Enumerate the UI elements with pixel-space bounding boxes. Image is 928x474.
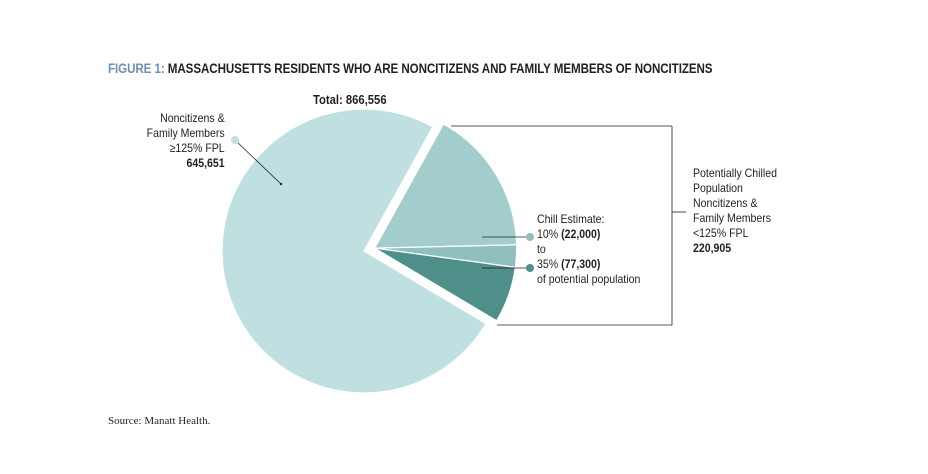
main-slice-leader-dot [231, 136, 239, 144]
pie-slices [222, 109, 517, 393]
chilled-label-line-5: <125% FPL [693, 226, 749, 240]
chill-low-value: (22,000) [561, 227, 601, 241]
main-slice-value: 645,651 [186, 156, 225, 170]
chilled-group-value: 220,905 [693, 241, 732, 255]
chilled-label-line-1: Potentially Chilled [693, 166, 777, 180]
chilled-label-line-2: Population [693, 181, 743, 195]
chill-high-leader-dot [526, 264, 534, 272]
source-note: Source: Manatt Health. [108, 415, 211, 427]
main-slice-leader-tip [280, 183, 282, 185]
chill-high-value: (77,300) [561, 257, 601, 271]
chill-estimate-label [537, 212, 640, 287]
chilled-label-line-4: Family Members [693, 211, 772, 225]
chill-estimate-note: of potential population [537, 272, 641, 286]
main-slice-label-line-1: Noncitizens & [160, 111, 225, 125]
main-slice-label [147, 111, 225, 171]
chilled-label-line-3: Noncitizens & [693, 196, 758, 210]
total-label: Total: 866,556 [313, 93, 387, 107]
chill-estimate-heading: Chill Estimate: [537, 212, 605, 226]
chill-estimate-high [537, 257, 640, 272]
figure-title: MASSACHUSETTS RESIDENTS WHO ARE NONCITIZENS AND FAMILY MEMBERS OF NONCITIZENS [167, 61, 713, 76]
chill-low-pct: 10% [537, 227, 559, 241]
chill-high-pct: 35% [537, 257, 559, 271]
figure-label: FIGURE 1: [108, 61, 165, 76]
chill-low-leader-dot [526, 233, 534, 241]
chilled-group-label [693, 166, 777, 256]
main-slice-label-line-3: ≥125% FPL [169, 141, 225, 155]
main-slice-label-line-2: Family Members [146, 126, 225, 140]
chill-estimate-low [537, 227, 640, 242]
chill-estimate-connector: to [537, 242, 546, 256]
